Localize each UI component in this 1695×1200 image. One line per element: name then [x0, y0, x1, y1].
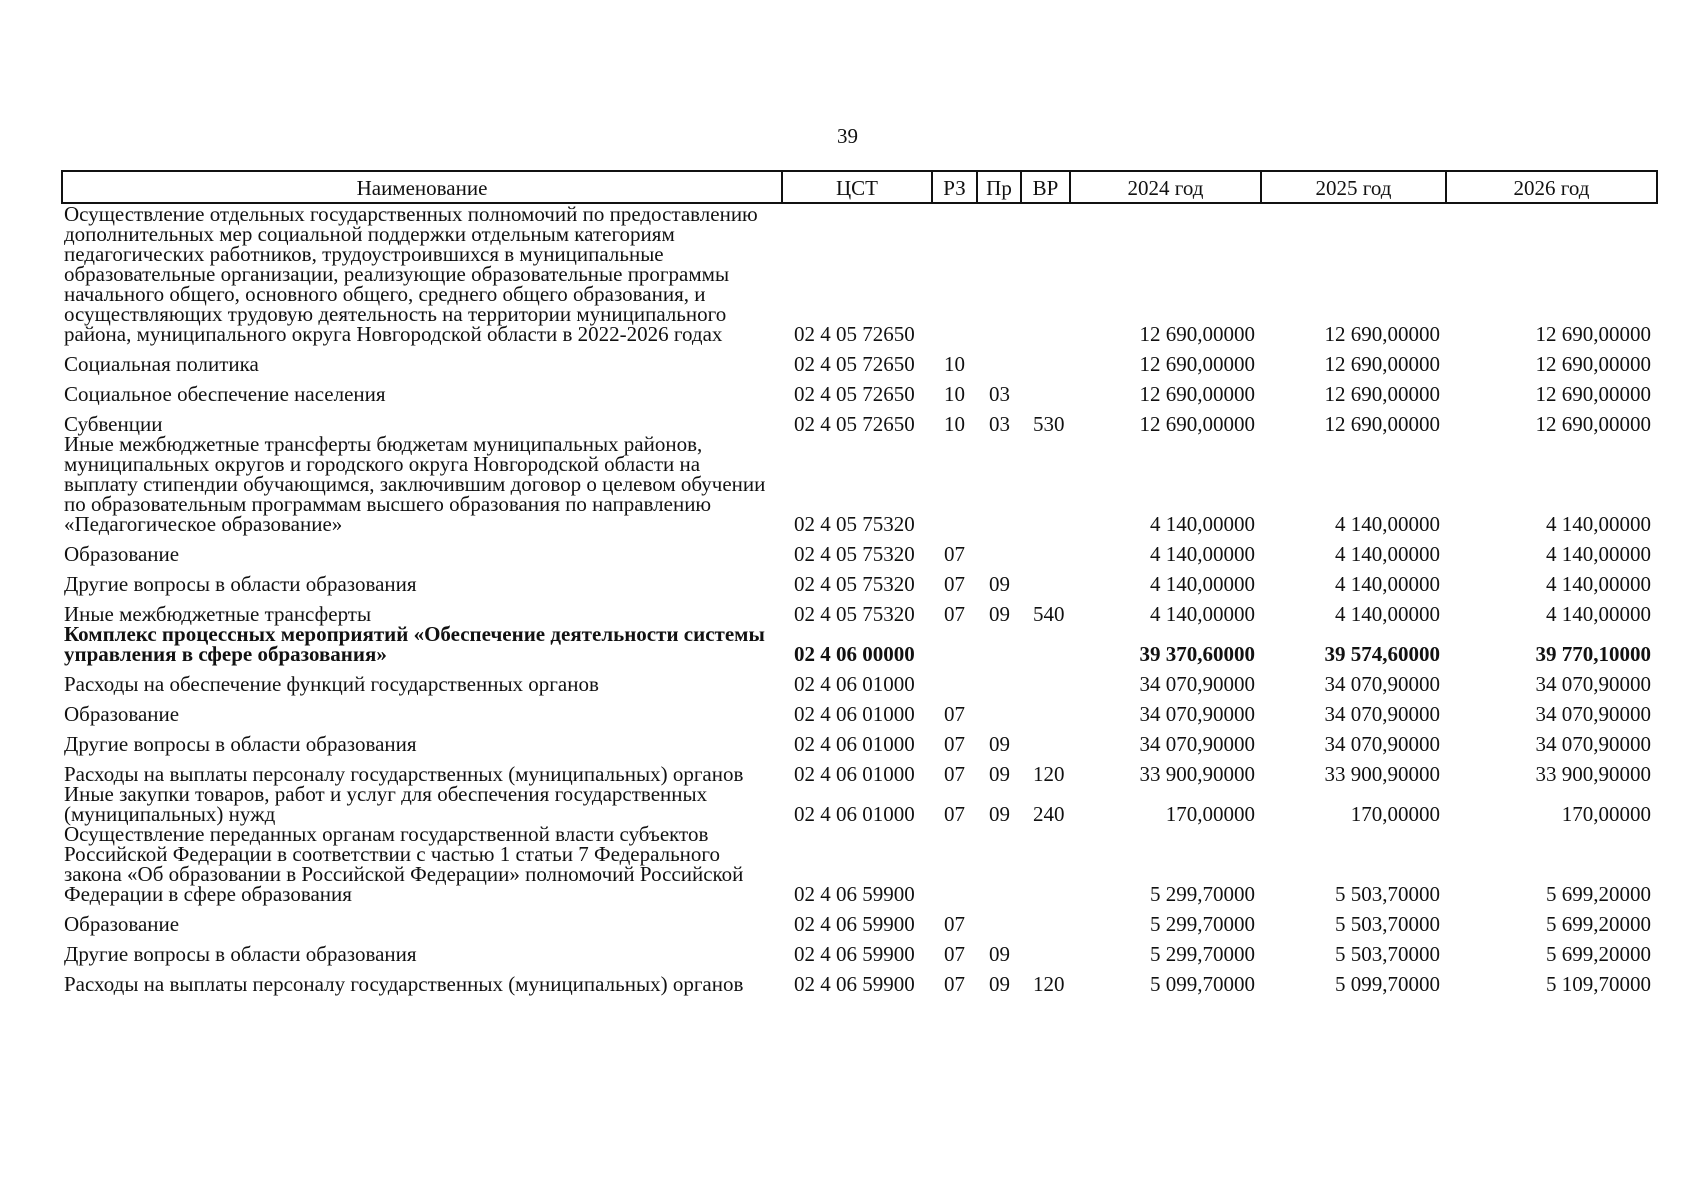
header-2024: 2024 год [1070, 171, 1261, 203]
row-value-2025: 39 574,60000 [1324, 642, 1440, 666]
row-value-2024: 170,00000 [1165, 802, 1255, 826]
row-rz: 07 [944, 572, 965, 596]
row-name: Иные межбюджетные трансферты [64, 602, 372, 626]
row-vr [1021, 564, 1070, 594]
table-row [62, 754, 1657, 784]
row-vr [1021, 664, 1070, 694]
table-row [62, 404, 1657, 434]
row-vr [1021, 203, 1070, 344]
row-pr: 09 [989, 972, 1010, 996]
row-name: Расходы на выплаты персоналу государственных (муниципальных) органов [64, 972, 744, 996]
row-value-2025: 5 099,70000 [1335, 972, 1440, 996]
row-value-2024: 5 299,70000 [1150, 882, 1255, 906]
row-vr [1021, 344, 1070, 374]
row-vr: 530 [1033, 412, 1065, 436]
table-row [62, 824, 1657, 904]
row-value-2024: 33 900,90000 [1139, 762, 1255, 786]
row-value-2025: 4 140,00000 [1335, 542, 1440, 566]
row-pr [977, 344, 1021, 374]
row-value-2024: 5 099,70000 [1150, 972, 1255, 996]
row-value-2026: 4 140,00000 [1546, 542, 1651, 566]
row-rz: 07 [944, 542, 965, 566]
row-value-2026: 5 699,20000 [1546, 912, 1651, 936]
row-value-2024: 12 690,00000 [1139, 382, 1255, 406]
row-rz [932, 624, 977, 664]
table-row [62, 694, 1657, 724]
row-value-2025: 12 690,00000 [1324, 412, 1440, 436]
row-value-2026: 5 699,20000 [1546, 882, 1651, 906]
row-vr [1021, 624, 1070, 664]
row-value-2026: 12 690,00000 [1535, 322, 1651, 346]
row-cst: 02 4 06 01000 [794, 702, 915, 726]
row-cst: 02 4 06 59900 [794, 882, 915, 906]
row-pr [977, 824, 1021, 904]
row-value-2024: 4 140,00000 [1150, 572, 1255, 596]
row-rz: 07 [944, 972, 965, 996]
row-value-2024: 34 070,90000 [1139, 732, 1255, 756]
row-cst: 02 4 06 01000 [794, 672, 915, 696]
row-vr [1021, 904, 1070, 934]
row-pr [977, 694, 1021, 724]
table-header [62, 171, 1657, 203]
row-value-2025: 5 503,70000 [1335, 882, 1440, 906]
row-name: Расходы на выплаты персоналу государственных (муниципальных) органов [64, 762, 744, 786]
row-rz: 07 [944, 702, 965, 726]
row-cst: 02 4 05 72650 [794, 352, 915, 376]
row-cst: 02 4 05 75320 [794, 512, 915, 536]
row-value-2026: 5 109,70000 [1546, 972, 1651, 996]
table-row [62, 203, 1657, 344]
row-cst: 02 4 06 59900 [794, 942, 915, 966]
row-value-2025: 12 690,00000 [1324, 382, 1440, 406]
row-value-2026: 34 070,90000 [1535, 702, 1651, 726]
row-rz: 07 [944, 942, 965, 966]
row-value-2025: 4 140,00000 [1335, 512, 1440, 536]
row-rz: 10 [944, 412, 965, 436]
row-pr [977, 203, 1021, 344]
table-row [62, 784, 1657, 824]
row-value-2025: 12 690,00000 [1324, 352, 1440, 376]
row-vr [1021, 534, 1070, 564]
row-rz: 07 [944, 802, 965, 826]
row-cst: 02 4 05 72650 [794, 382, 915, 406]
row-rz: 10 [944, 382, 965, 406]
row-cst: 02 4 06 00000 [794, 642, 915, 666]
row-value-2024: 5 299,70000 [1150, 942, 1255, 966]
row-name: Другие вопросы в области образования [64, 572, 417, 596]
row-value-2026: 12 690,00000 [1535, 412, 1651, 436]
row-cst: 02 4 05 72650 [794, 412, 915, 436]
row-value-2026: 12 690,00000 [1535, 352, 1651, 376]
table-row [62, 724, 1657, 754]
header-cst: ЦСТ [782, 171, 932, 203]
header-rz: РЗ [932, 171, 977, 203]
row-value-2024: 4 140,00000 [1150, 542, 1255, 566]
row-pr: 09 [989, 732, 1010, 756]
row-rz: 07 [944, 762, 965, 786]
row-name: Социальное обеспечение населения [64, 382, 386, 406]
row-vr [1021, 374, 1070, 404]
row-cst: 02 4 05 75320 [794, 602, 915, 626]
row-value-2026: 170,00000 [1561, 802, 1651, 826]
row-value-2026: 33 900,90000 [1535, 762, 1651, 786]
row-rz [932, 664, 977, 694]
row-name: Субвенции [64, 412, 163, 436]
row-pr: 09 [989, 762, 1010, 786]
header-2026: 2026 год [1446, 171, 1657, 203]
row-value-2026: 4 140,00000 [1546, 602, 1651, 626]
row-rz: 07 [944, 732, 965, 756]
row-value-2026: 34 070,90000 [1535, 732, 1651, 756]
row-rz: 07 [944, 912, 965, 936]
row-pr: 03 [989, 382, 1010, 406]
row-name: Социальная политика [64, 352, 259, 376]
row-cst: 02 4 06 59900 [794, 972, 915, 996]
table-row [62, 374, 1657, 404]
header-name: Наименование [62, 171, 782, 203]
row-rz: 10 [944, 352, 965, 376]
row-vr: 540 [1033, 602, 1065, 626]
budget-table [61, 170, 1658, 994]
row-cst: 02 4 05 75320 [794, 542, 915, 566]
header-vr: ВР [1021, 171, 1070, 203]
row-value-2025: 33 900,90000 [1324, 762, 1440, 786]
header-2025: 2025 год [1261, 171, 1446, 203]
row-value-2025: 12 690,00000 [1324, 322, 1440, 346]
row-name: Образование [64, 912, 180, 936]
row-value-2025: 34 070,90000 [1324, 732, 1440, 756]
row-rz [932, 434, 977, 534]
table-body [62, 203, 1657, 994]
row-value-2024: 4 140,00000 [1150, 602, 1255, 626]
page-number: 39 [837, 124, 858, 148]
row-rz [932, 203, 977, 344]
row-pr [977, 624, 1021, 664]
row-value-2024: 34 070,90000 [1139, 672, 1255, 696]
row-vr [1021, 934, 1070, 964]
table-row [62, 904, 1657, 934]
table-row [62, 534, 1657, 564]
row-cst: 02 4 06 59900 [794, 912, 915, 936]
row-value-2024: 12 690,00000 [1139, 352, 1255, 376]
row-vr [1021, 824, 1070, 904]
row-value-2024: 12 690,00000 [1139, 322, 1255, 346]
row-cst: 02 4 05 72650 [794, 322, 915, 346]
row-pr: 03 [989, 412, 1010, 436]
row-name: Иные закупки товаров, работ и услуг для обеспечения государственных (муниципальных) нужд [64, 782, 708, 826]
row-name: Осуществление переданных органам государственной власти субъектов Российской Федерации в соответствии с частью 1 статьи 7 Федерального закона «Об образовании в Российской Федерации» полномочий Российской Федерации в сфере образования [64, 822, 744, 906]
table-row [62, 564, 1657, 594]
row-value-2024: 12 690,00000 [1139, 412, 1255, 436]
row-pr [977, 534, 1021, 564]
row-value-2025: 34 070,90000 [1324, 702, 1440, 726]
row-value-2025: 34 070,90000 [1324, 672, 1440, 696]
table-row [62, 624, 1657, 664]
row-pr: 09 [989, 602, 1010, 626]
row-value-2025: 170,00000 [1350, 802, 1440, 826]
table-row [62, 594, 1657, 624]
row-name: Другие вопросы в области образования [64, 942, 417, 966]
row-value-2025: 5 503,70000 [1335, 942, 1440, 966]
row-value-2024: 39 370,60000 [1139, 642, 1255, 666]
row-vr: 120 [1033, 762, 1065, 786]
row-name: Иные межбюджетные трансферты бюджетам муниципальных районов, муниципальных округов и городского округа Новгородской области на выплату стипендии обучающимся, заключившим договор о целевом обучении по образовательным программам высшего образования по направлению «Педагогическое образование» [64, 432, 766, 536]
row-pr: 09 [989, 802, 1010, 826]
row-cst: 02 4 06 01000 [794, 802, 915, 826]
row-value-2024: 5 299,70000 [1150, 912, 1255, 936]
row-value-2025: 4 140,00000 [1335, 602, 1440, 626]
row-pr: 09 [989, 572, 1010, 596]
row-cst: 02 4 06 01000 [794, 732, 915, 756]
row-vr: 240 [1033, 802, 1065, 826]
row-value-2026: 4 140,00000 [1546, 572, 1651, 596]
row-cst: 02 4 06 01000 [794, 762, 915, 786]
table-row [62, 934, 1657, 964]
row-value-2026: 34 070,90000 [1535, 672, 1651, 696]
row-vr: 120 [1033, 972, 1065, 996]
row-name: Образование [64, 702, 180, 726]
row-value-2024: 4 140,00000 [1150, 512, 1255, 536]
row-name: Комплекс процессных мероприятий «Обеспечение деятельности системы управления в сфере образования» [64, 622, 765, 666]
table-row [62, 344, 1657, 374]
row-vr [1021, 434, 1070, 534]
row-value-2026: 39 770,10000 [1535, 642, 1651, 666]
row-pr: 09 [989, 942, 1010, 966]
row-value-2025: 5 503,70000 [1335, 912, 1440, 936]
row-value-2025: 4 140,00000 [1335, 572, 1440, 596]
row-value-2026: 12 690,00000 [1535, 382, 1651, 406]
row-value-2026: 5 699,20000 [1546, 942, 1651, 966]
row-vr [1021, 724, 1070, 754]
row-name: Осуществление отдельных государственных полномочий по предоставлению дополнительных мер социальной поддержки отдельным категориям педагогических работников, трудоустроившихся в муниципальные образовательные организации, реализующие образовательные программы начального общего, основного общего, среднего общего образования, и осуществляющих трудовую деятельность на территории муниципального района, муниципального округа Новгородской области в 2022-2026 годах [64, 202, 758, 346]
row-rz: 07 [944, 602, 965, 626]
row-value-2026: 4 140,00000 [1546, 512, 1651, 536]
row-cst: 02 4 05 75320 [794, 572, 915, 596]
table-row [62, 664, 1657, 694]
row-value-2024: 34 070,90000 [1139, 702, 1255, 726]
row-name: Другие вопросы в области образования [64, 732, 417, 756]
row-pr [977, 904, 1021, 934]
table-row [62, 964, 1657, 994]
row-name: Образование [64, 542, 180, 566]
header-pr: Пр [977, 171, 1021, 203]
row-rz [932, 824, 977, 904]
row-vr [1021, 694, 1070, 724]
row-name: Расходы на обеспечение функций государственных органов [64, 672, 599, 696]
row-pr [977, 434, 1021, 534]
table-row [62, 434, 1657, 534]
row-pr [977, 664, 1021, 694]
